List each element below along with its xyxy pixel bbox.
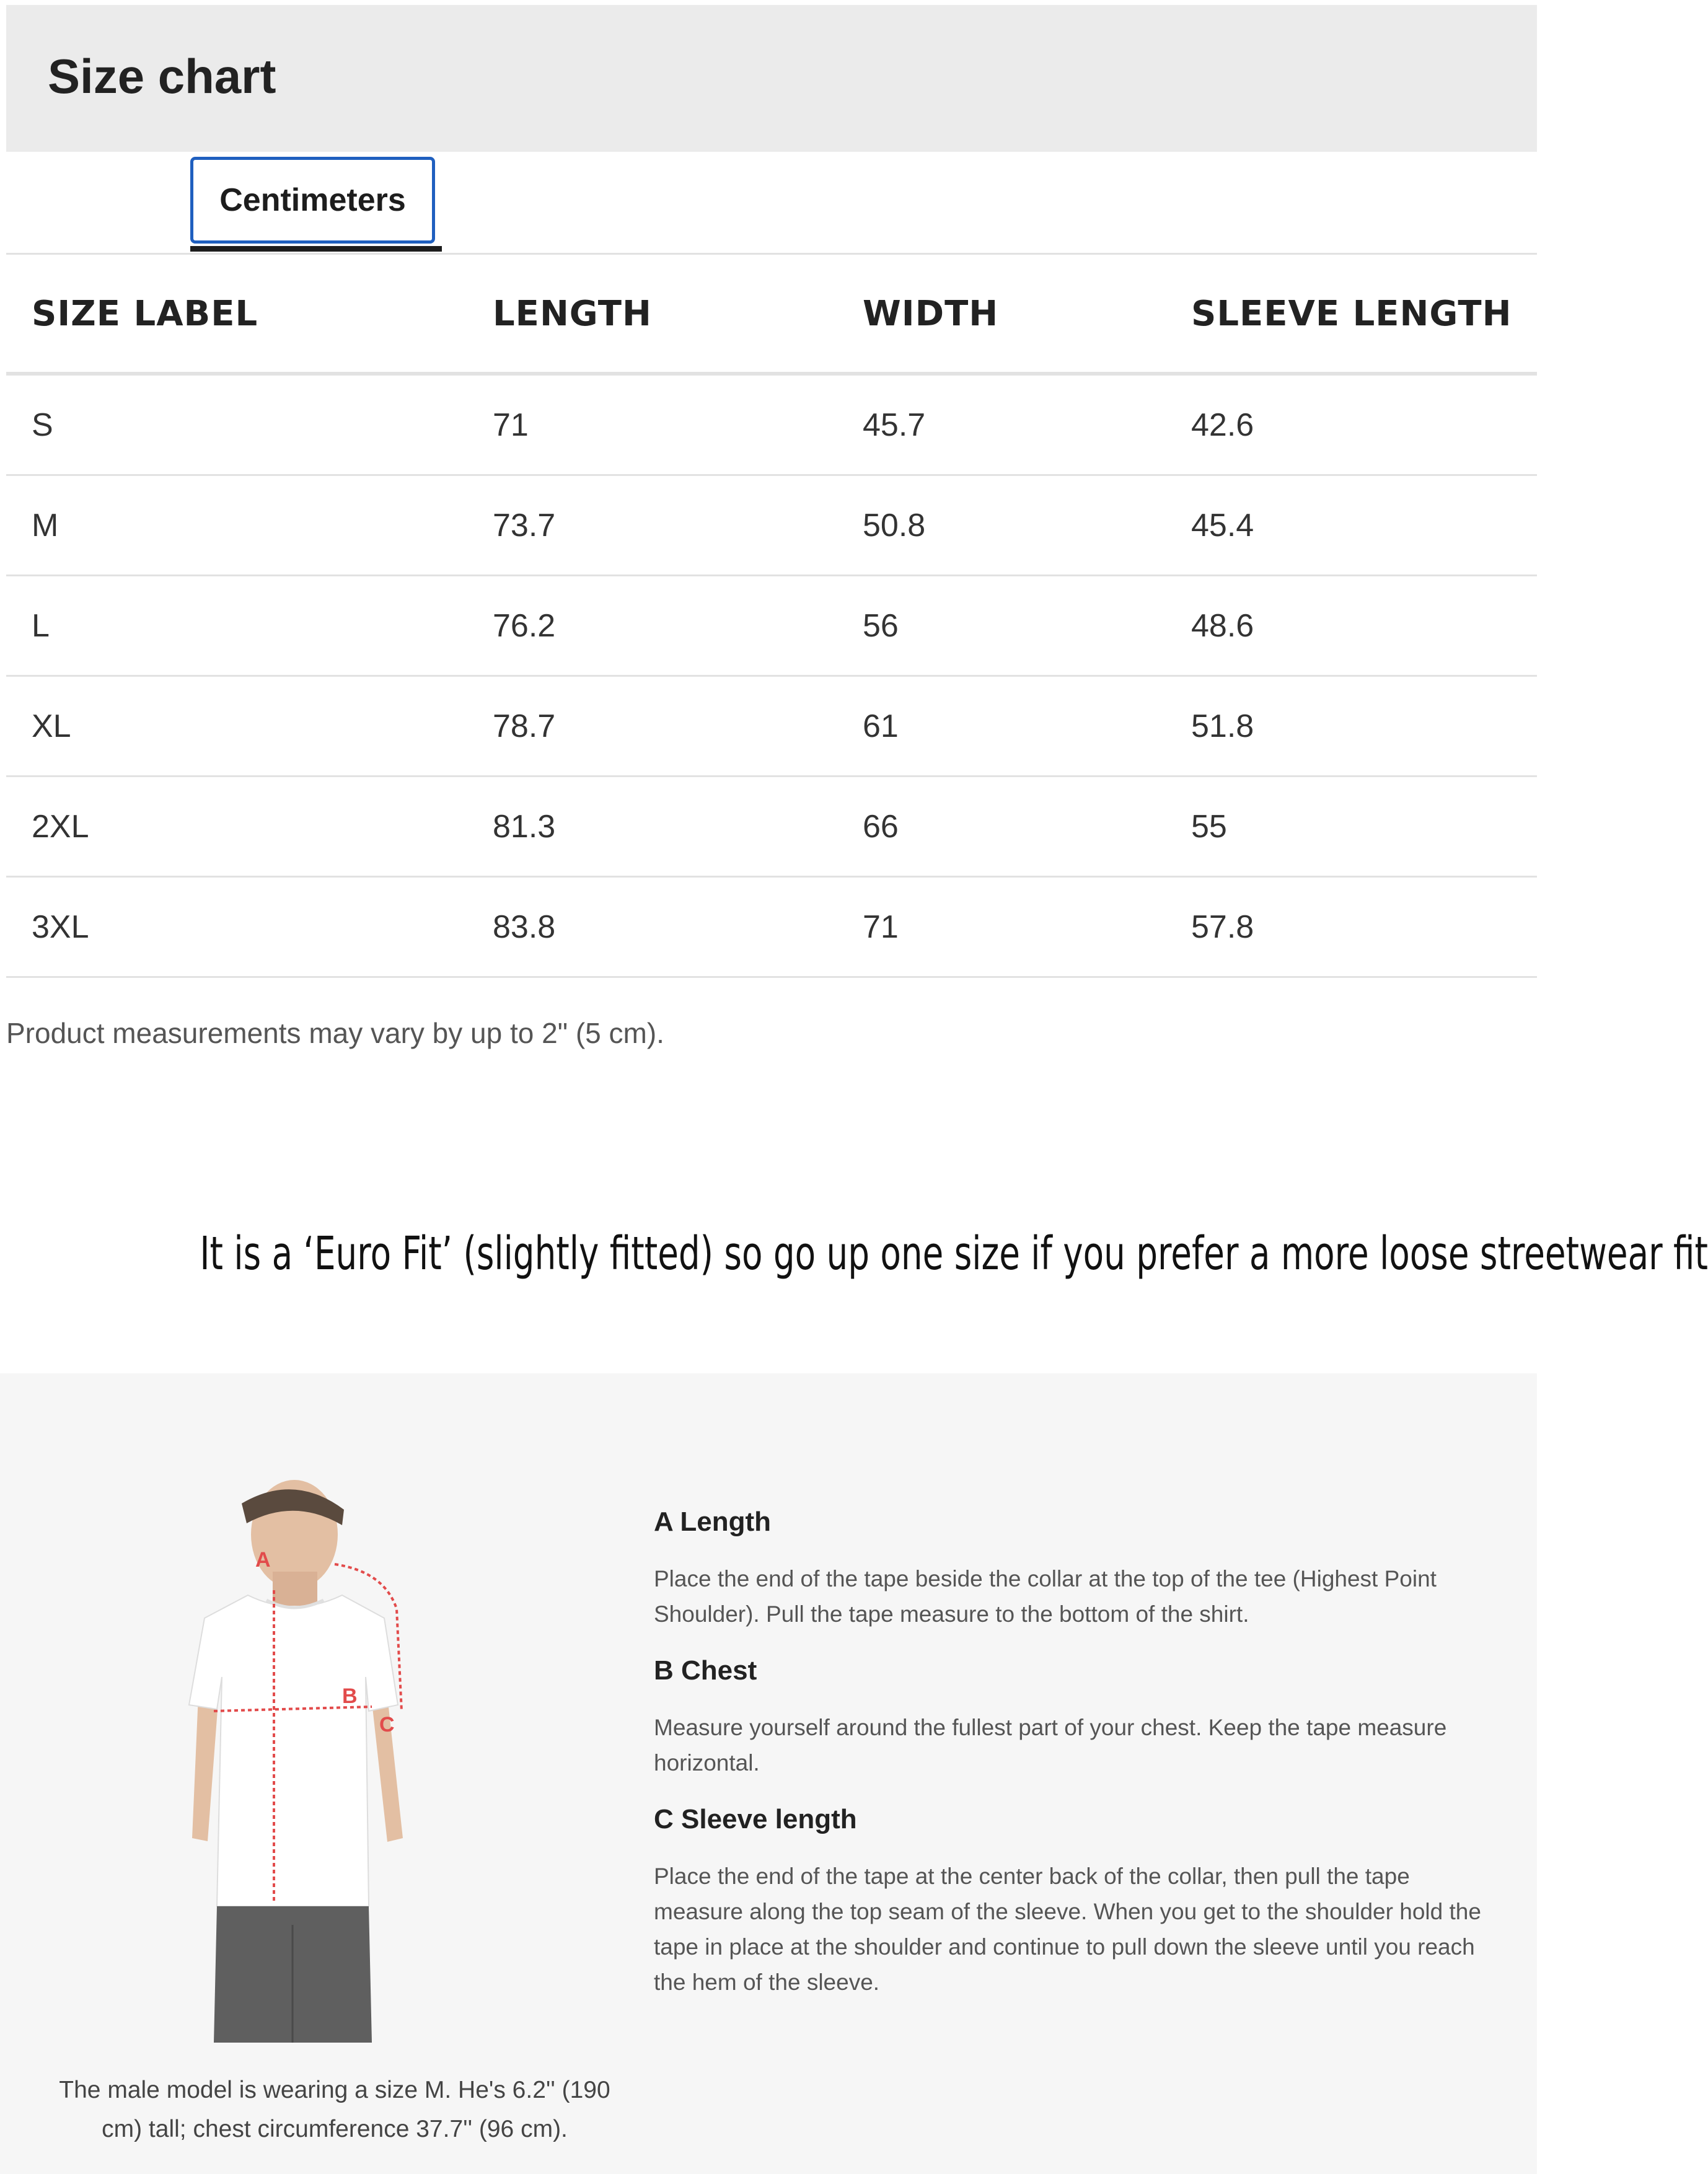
length-cell: 81.3	[467, 777, 837, 877]
instruction-text: Place the end of the tape at the center back of the collar, then pull the tape measure along the top seam of the sleeve. When you get to the shoulder hold the tape in place at the shoulder and continue to pull down the sleeve until you reach the hem of the sleeve.	[654, 1864, 1481, 1995]
unit-tab-bar	[6, 152, 1537, 255]
column-header-width: WIDTH	[837, 255, 1166, 374]
table-row	[6, 576, 1537, 676]
size-chart-header	[6, 5, 1537, 152]
width-cell: 66	[837, 777, 1166, 877]
column-header-size-label: SIZE LABEL	[6, 255, 467, 374]
length-cell: 83.8	[467, 877, 837, 977]
measurement-disclaimer: Product measurements may vary by up to 2" (5 cm).	[6, 1017, 664, 1049]
width-cell: 61	[837, 676, 1166, 777]
table-row	[6, 877, 1537, 977]
column-header-length: LENGTH	[467, 255, 837, 374]
width-cell: 56	[837, 576, 1166, 676]
sleeve-length-cell: 57.8	[1166, 877, 1537, 977]
size-label-cell: XL	[6, 676, 467, 777]
table-header-row	[6, 255, 1537, 374]
size-label-cell: 3XL	[6, 877, 467, 977]
sleeve-length-cell: 45.4	[1166, 475, 1537, 576]
table-row	[6, 374, 1537, 475]
length-cell: 71	[467, 374, 837, 475]
instruction-title: B Chest	[654, 1655, 757, 1686]
size-table	[6, 255, 1537, 978]
fit-note: It is a ‘Euro Fit’ (slightly fitted) so go up one size if you prefer a more loose streetwear fit	[200, 1227, 1708, 1280]
tab-centimeters[interactable]: Centimeters	[190, 157, 435, 244]
sleeve-length-cell: 51.8	[1166, 676, 1537, 777]
width-cell: 71	[837, 877, 1166, 977]
model-caption: The male model is wearing a size M. He's 6.2'' (190 cm) tall; chest circumference 37.7'' (96 cm).	[59, 2077, 610, 2142]
size-label-cell: L	[6, 576, 467, 676]
size-label-cell: S	[6, 374, 467, 475]
sleeve-length-cell: 42.6	[1166, 374, 1537, 475]
instruction-title: C Sleeve length	[654, 1804, 857, 1834]
column-header-sleeve-length: SLEEVE LENGTH	[1166, 255, 1537, 374]
active-tab-indicator	[190, 246, 442, 252]
table-row	[6, 777, 1537, 877]
instruction-text: Place the end of the tape beside the collar at the top of the tee (Highest Point Shoulder). Pull the tape measure to the bottom of the shirt.	[654, 1566, 1437, 1627]
marker-a-label: A	[255, 1548, 271, 1572]
width-cell: 45.7	[837, 374, 1166, 475]
marker-c-label: C	[379, 1713, 395, 1736]
sleeve-length-cell: 48.6	[1166, 576, 1537, 676]
width-cell: 50.8	[837, 475, 1166, 576]
size-label-cell: 2XL	[6, 777, 467, 877]
instruction-chest	[654, 1655, 1484, 1780]
page-title: Size chart	[48, 49, 276, 103]
instruction-length	[654, 1507, 1484, 1632]
length-cell: 73.7	[467, 475, 837, 576]
instruction-text: Measure yourself around the fullest part of your chest. Keep the tape measure horizontal.	[654, 1715, 1447, 1776]
length-cell: 78.7	[467, 676, 837, 777]
instruction-title: A Length	[654, 1507, 771, 1537]
instruction-sleeve-length	[654, 1804, 1484, 2000]
measuring-instructions	[654, 1507, 1484, 2023]
size-label-cell: M	[6, 475, 467, 576]
table-row	[6, 676, 1537, 777]
sleeve-length-cell: 55	[1166, 777, 1537, 877]
length-cell: 76.2	[467, 576, 837, 676]
measuring-guide	[0, 1373, 1537, 2174]
marker-b-label: B	[342, 1684, 358, 1708]
tshirt-model-illustration	[180, 1491, 409, 2043]
table-row	[6, 475, 1537, 576]
